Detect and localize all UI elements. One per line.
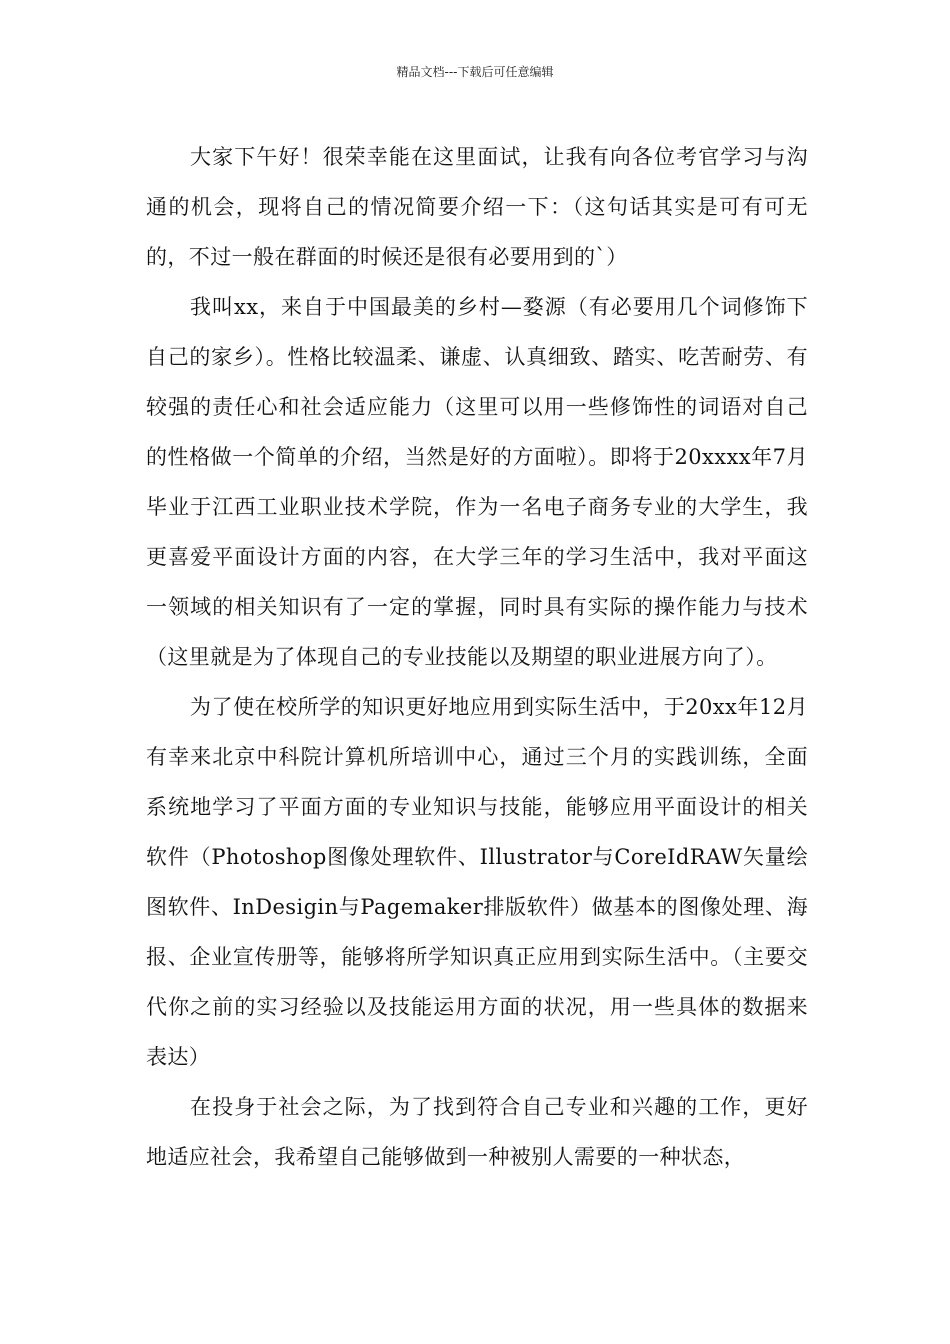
paragraph-greeting: 大家下午好！很荣幸能在这里面试，让我有向各位考官学习与沟通的机会，现将自己的情况简要介绍一下：（这句话其实是可有可无的，不过一般在群面的时候还是很有必要用到的`） (146, 145, 808, 269)
paragraph-career-goal: 在投身于社会之际，为了找到符合自己专业和兴趣的工作，更好地适应社会，我希望自己能够做到一种被别人需要的一种状态， (146, 1095, 808, 1169)
paragraph-personal-intro: 我叫xx，来自于中国最美的乡村—婺源（有必要用几个词修饰下自己的家乡）。性格比较温柔、谦虚、认真细致、踏实、吃苦耐劳、有较强的责任心和社会适应能力（这里可以用一些修饰性的词语对自己的性格做一个简单的介绍，当然是好的方面啦）。即将于20xxxx年7月毕业于江西工业职业技术学院，作为一名电子商务专业的大学生，我更喜爱平面设计方面的内容，在大学三年的学习生活中，我对平面这一领域的相关知识有了一定的掌握，同时具有实际的操作能力与技术（这里就是为了体现自己的专业技能以及期望的职业进展方向了）。 (146, 295, 808, 669)
page-header: 精品文档---下载后可任意编辑 (396, 65, 554, 79)
document-body (146, 132, 808, 1182)
paragraph-training-experience: 为了使在校所学的知识更好地应用到实际生活中，于20xx年12月有幸来北京中科院计算机所培训中心，通过三个月的实践训练，全面系统地学习了平面方面的专业知识与技能，能够应用平面设计的相关软件（Photoshop图像处理软件、Illustrator与CoreIdRAW矢量绘图软件、InDesigin与Pagemaker排版软件）做基本的图像处理、海报、企业宣传册等，能够将所学知识真正应用到实际生活中。（主要交代你之前的实习经验以及技能运用方面的状况，用一些具体的数据来表达） (146, 695, 808, 1069)
